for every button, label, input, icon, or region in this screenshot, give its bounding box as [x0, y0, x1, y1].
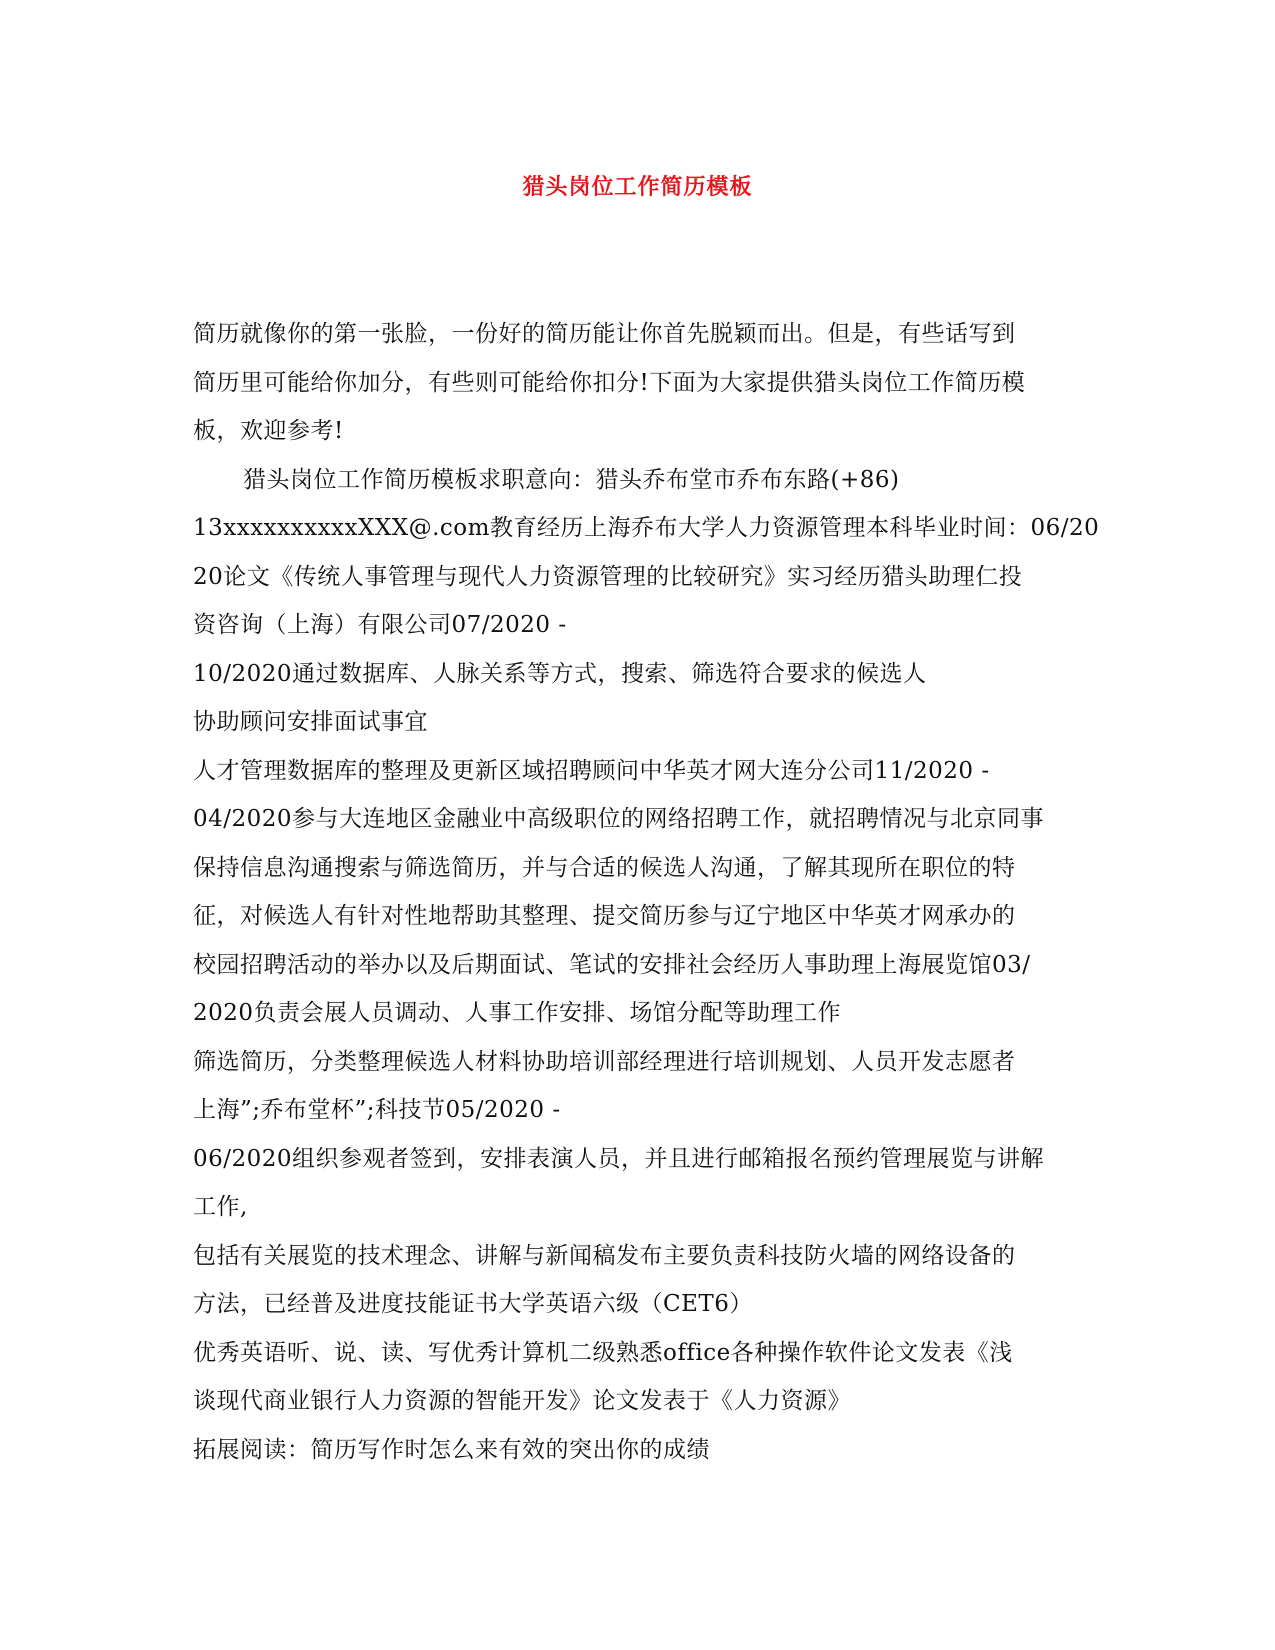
body-line-10: 人才管理数据库的整理及更新区域招聘顾问中华英才网大连分公司11/2020 -	[193, 757, 990, 784]
body-line-21: 方法，已经普及进度技能证书大学英语六级（CET6）	[193, 1291, 753, 1317]
body-line-24: 拓展阅读：简历写作时怎么来有效的突出你的成绩	[193, 1436, 710, 1463]
body-line-5: 13xxxxxxxxxxXXX@.com教育经历上海乔布大学人力资源管理本科毕业时间：06/20	[193, 515, 1100, 541]
body-line-2: 简历里可能给你加分，有些则可能给你扣分!下面为大家提供猎头岗位工作简历模	[193, 369, 1026, 396]
body-line-22: 优秀英语听、说、读、写优秀计算机二级熟悉office各种操作软件论文发表《浅	[193, 1339, 1013, 1366]
body-line-13: 征，对候选人有针对性地帮助其整理、提交简历参与辽宁地区中华英才网承办的	[193, 903, 1016, 929]
body-line-6: 20论文《传统人事管理与现代人力资源管理的比较研究》实习经历猎头助理仁投	[193, 563, 1023, 590]
document-body	[193, 310, 1100, 1474]
body-line-19: 工作,	[193, 1194, 248, 1220]
body-line-15: 2020负责会展人员调动、人事工作安排、场馆分配等助理工作	[193, 1000, 842, 1026]
body-line-18: 06/2020组织参观者签到，安排表演人员，并且进行邮箱报名预约管理展览与讲解	[193, 1145, 1045, 1172]
body-line-12: 保持信息沟通搜索与筛选简历，并与合适的候选人沟通，了解其现所在职位的特	[193, 854, 1016, 881]
body-line-16: 筛选简历，分类整理候选人材料协助培训部经理进行培训规划、人员开发志愿者	[193, 1048, 1016, 1075]
body-line-14: 校园招聘活动的举办以及后期面试、笔试的安排社会经历人事助理上海展览馆03/	[193, 951, 1031, 978]
body-line-8: 10/2020通过数据库、人脉关系等方式，搜索、筛选符合要求的候选人	[193, 660, 927, 687]
body-line-20: 包括有关展览的技术理念、讲解与新闻稿发布主要负责科技防火墙的网络设备的	[193, 1242, 1016, 1269]
body-line-11: 04/2020参与大连地区金融业中高级职位的网络招聘工作，就招聘情况与北京同事	[193, 806, 1045, 832]
document-title: 猎头岗位工作简历模板	[522, 174, 753, 200]
body-line-3: 板，欢迎参考!	[193, 418, 344, 444]
body-line-4: 猎头岗位工作简历模板求职意向：猎头乔布堂市乔布东路(+86)	[243, 466, 900, 493]
body-line-23: 谈现代商业银行人力资源的智能开发》论文发表于《人力资源》	[193, 1388, 851, 1414]
body-line-1: 简历就像你的第一张脸，一份好的简历能让你首先脱颖而出。但是，有些话写到	[193, 321, 1016, 347]
body-line-17: 上海”;乔布堂杯”;科技节05/2020 -	[193, 1097, 561, 1123]
body-line-7: 资咨询（上海）有限公司07/2020 -	[193, 612, 567, 638]
body-line-9: 协助顾问安排面试事宜	[193, 709, 428, 735]
